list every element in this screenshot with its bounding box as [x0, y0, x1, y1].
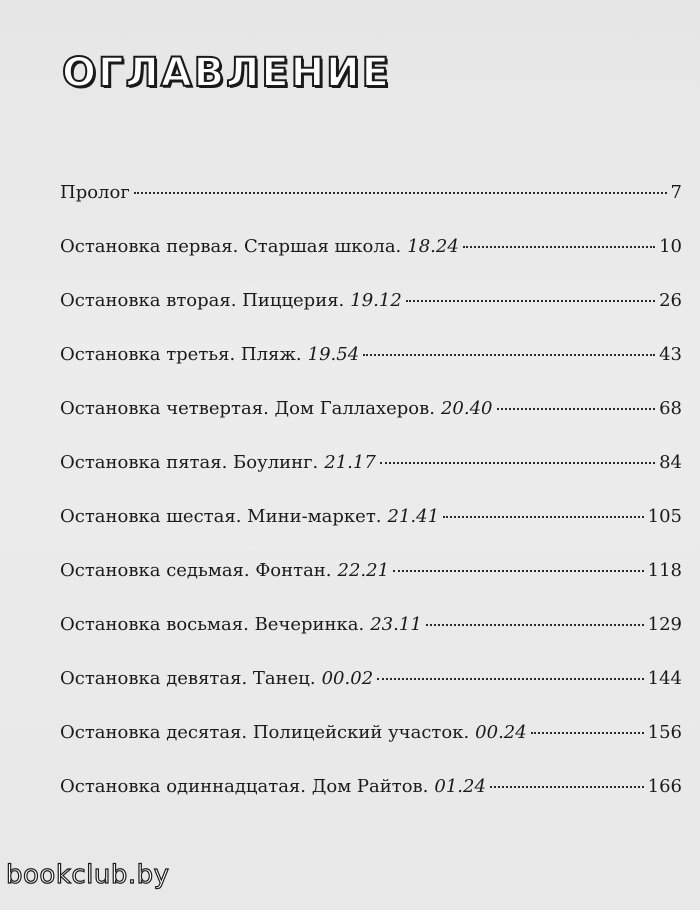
dot-leader: [406, 300, 655, 302]
entry-page-number: 10: [659, 236, 682, 257]
entry-page-number: 144: [647, 668, 682, 689]
table-of-contents: [60, 182, 682, 830]
toc-entry: [60, 614, 682, 668]
dot-leader: [426, 624, 644, 626]
entry-title: Остановка третья. Пляж. 19.54: [60, 344, 360, 365]
entry-time: 23.11: [370, 614, 422, 635]
entry-title: Остановка седьмая. Фонтан. 22.21: [60, 560, 390, 581]
dot-leader: [531, 732, 644, 734]
dot-leader: [380, 462, 655, 464]
entry-title: Остановка первая. Старшая школа. 18.24: [60, 236, 459, 257]
entry-page-number: 105: [647, 506, 682, 527]
entry-page-number: 156: [647, 722, 682, 743]
entry-time: 00.24: [475, 722, 527, 743]
entry-title: Остановка десятая. Полицейский участок. 00.24: [60, 722, 527, 743]
entry-time: 22.21: [337, 560, 390, 581]
entry-page-number: 84: [659, 452, 682, 473]
entry-page-number: 166: [647, 776, 682, 797]
dot-leader: [377, 678, 644, 680]
entry-time: 21.17: [324, 452, 376, 473]
toc-entry: [60, 236, 682, 290]
toc-entry: [60, 182, 682, 236]
entry-page-number: 7: [670, 182, 682, 203]
dot-leader: [134, 192, 667, 194]
entry-page-number: 43: [659, 344, 682, 365]
dot-leader: [463, 246, 655, 248]
entry-title: Пролог: [60, 182, 130, 203]
entry-page-number: 68: [659, 398, 682, 419]
entry-title: Остановка девятая. Танец. 00.02: [60, 668, 374, 689]
toc-entry: [60, 344, 682, 398]
toc-entry: [60, 722, 682, 776]
dot-leader: [443, 516, 644, 518]
toc-entry: [60, 776, 682, 830]
toc-entry: [60, 560, 682, 614]
entry-time: 00.02: [321, 668, 374, 689]
toc-entry: [60, 668, 682, 722]
entry-title: Остановка вторая. Пиццерия. 19.12: [60, 290, 402, 311]
toc-entry: [60, 398, 682, 452]
entry-page-number: 118: [647, 560, 682, 581]
entry-time: 18.24: [407, 236, 459, 257]
entry-time: 20.40: [440, 398, 493, 419]
dot-leader: [497, 408, 656, 410]
entry-title: Остановка пятая. Боулинг. 21.17: [60, 452, 376, 473]
entry-time: 21.41: [387, 506, 440, 527]
dot-leader: [393, 570, 644, 572]
toc-entry: [60, 506, 682, 560]
entry-page-number: 129: [647, 614, 682, 635]
dot-leader: [363, 354, 655, 356]
entry-title: Остановка шестая. Мини-маркет. 21.41: [60, 506, 440, 527]
toc-entry: [60, 452, 682, 506]
toc-heading: ОГЛАВЛЕНИЕ: [62, 50, 391, 96]
site-watermark: bookclub.by: [6, 860, 170, 890]
entry-title: Остановка одиннадцатая. Дом Райтов. 01.24: [60, 776, 486, 797]
entry-time: 19.12: [350, 290, 402, 311]
entry-time: 19.54: [307, 344, 360, 365]
entry-title: Остановка четвертая. Дом Галлахеров. 20.40: [60, 398, 493, 419]
dot-leader: [490, 786, 644, 788]
entry-title: Остановка восьмая. Вечеринка. 23.11: [60, 614, 422, 635]
entry-page-number: 26: [659, 290, 682, 311]
toc-entry: [60, 290, 682, 344]
entry-time: 01.24: [434, 776, 486, 797]
